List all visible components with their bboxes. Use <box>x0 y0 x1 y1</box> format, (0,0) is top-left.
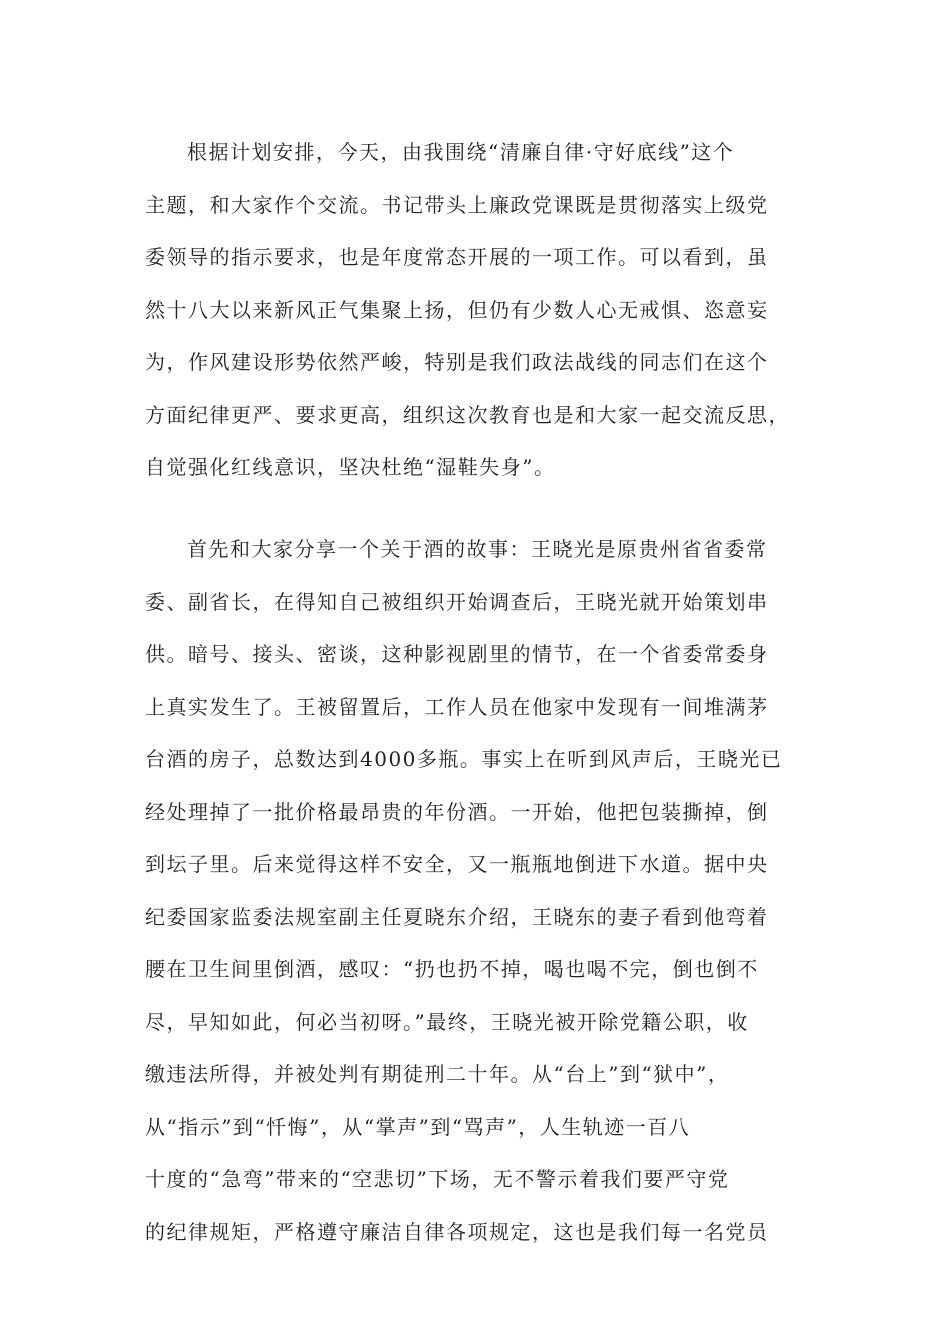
text-line: 缴违法所得，并被处判有期徒刑二十年。从“台上”到“狱中”， <box>145 1062 730 1086</box>
paragraph-story <box>145 523 805 1258</box>
text-line: 委领导的指示要求，也是年度常态开展的一项工作。可以看到，虽 <box>145 245 769 269</box>
paragraph-introduction <box>145 126 805 494</box>
text-line: 主题，和大家作个交流。书记带头上廉政党课既是贯彻落实上级党 <box>145 192 769 217</box>
text-line: 委、副省长，在得知自己被组织开始调查后，王晓光就开始策划串 <box>145 589 769 614</box>
text-line: 然十八大以来新风正气集聚上扬，但仍有少数人心无戒惧、恣意妄 <box>145 297 769 322</box>
text-line: 纪委国家监委法规室副主任夏晓东介绍，王晓东的妻子看到他弯着 <box>145 904 769 929</box>
text-line: 尽，早知如此，何必当初呀。”最终，王晓光被开除党籍公职，收 <box>145 1009 749 1034</box>
text-line: 从“指示”到“忏悔”，从“掌声”到“骂声”，人生轨迹一百八 <box>145 1114 691 1139</box>
text-line: 腰在卫生间里倒酒，感叹：“扔也扔不掉，喝也喝不完，倒也倒不 <box>145 957 759 981</box>
text-line: 为，作风建设形势依然严峻，特别是我们政法战线的同志们在这个 <box>145 350 769 374</box>
text-line: 经处理掉了一批价格最昂贵的年份酒。一开始，他把包装撕掉，倒 <box>145 799 769 824</box>
text-line: 方面纪律更严、要求更高，组织这次教育也是和大家一起交流反思， <box>145 402 790 427</box>
text-line: 根据计划安排，今天，由我围绕“清廉自律·守好底线”这个 <box>187 140 735 164</box>
text-line: 供。暗号、接头、密谈，这种影视剧里的情节，在一个省委常委身 <box>145 642 769 666</box>
text-line: 首先和大家分享一个关于酒的故事：王晓光是原贵州省省委常 <box>187 537 768 561</box>
text-line: 上真实发生了。王被留置后，工作人员在他家中发现有一间堆满茅 <box>145 694 769 719</box>
text-line: 到坛子里。后来觉得这样不安全，又一瓶瓶地倒进下水道。据中央 <box>145 852 769 876</box>
text-line: 台酒的房子，总数达到4000多瓶。事实上在听到风声后，王晓光已 <box>145 747 783 771</box>
text-line: 的纪律规矩，严格遵守廉洁自律各项规定，这也是我们每一名党员 <box>145 1219 769 1244</box>
text-line: 自觉强化红线意识，坚决杜绝“湿鞋失身”。 <box>145 455 556 479</box>
text-line: 十度的“急弯”带来的“空悲切”下场，无不警示着我们要严守党 <box>145 1167 730 1191</box>
